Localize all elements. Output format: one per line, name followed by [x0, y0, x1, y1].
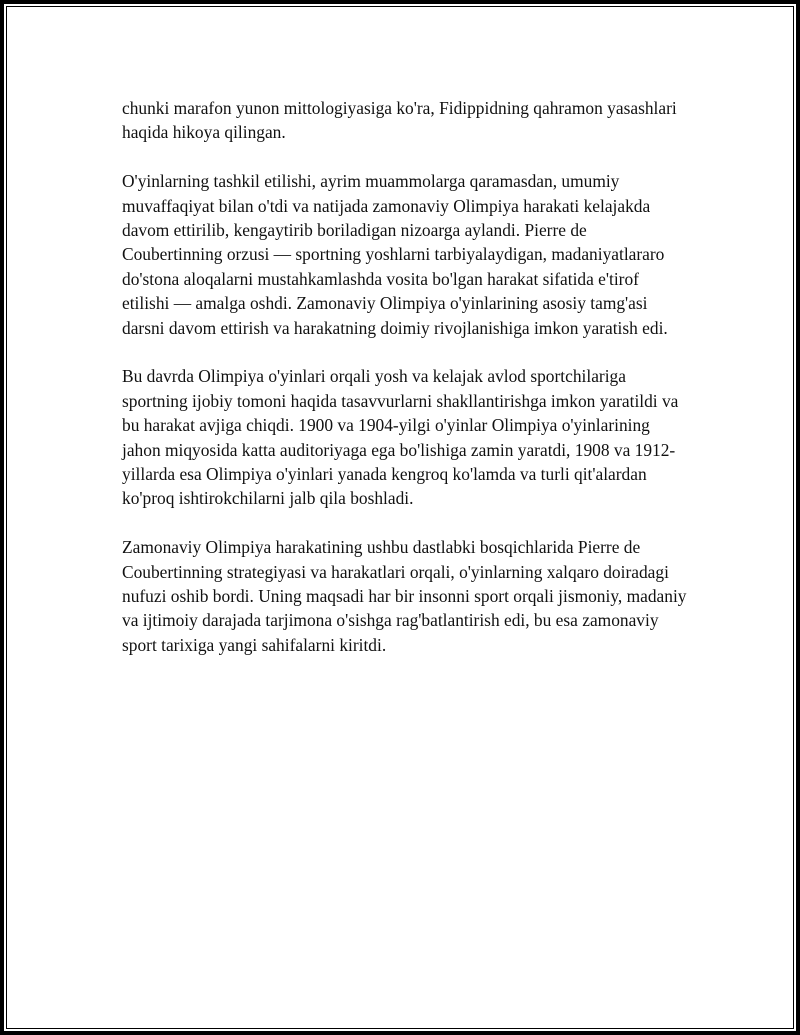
paragraph-3: Bu davrda Olimpiya o'yinlari orqali yosh va kelajak avlod sportchilariga sportning ijobiy tomoni haqida tasavvurlarni shakllantirishga imkon yaratildi va bu harakat avjiga chiqdi. 1900 va 1904-yilgi o'yinlar Olimpiya o'yinlarining jahon miqyosida katta auditoriyaga ega bo'lishiga zamin yaratdi, 1908 va 1912-yillarda esa Olimpiya o'yinlari yanada kengroq ko'lamda va turli qit'alardan ko'proq ishtirokchilarni jalb qila boshladi. [122, 366, 679, 509]
paragraph-1: chunki marafon yunon mittologiyasiga ko'ra, Fidippidning qahramon yasashlari haqida hikoya qilingan. [122, 98, 677, 143]
paragraph-2: O'yinlarning tashkil etilishi, ayrim muammolarga qaramasdan, umumiy muvaffaqiyat bilan o'tdi va natijada zamonaviy Olimpiya harakati kelajakda davom ettirilib, kengaytirib boriladigan nizoarga aylandi. Pierre de Coubertinning orzusi — sportning yoshlarni tarbiyalaydigan, madaniyatlararo do'stona aloqalarni mustahkamlashda vosita bo'lgan harakat sifatida e'tirof etilishi — amalga oshdi. Zamonaviy Olimpiya o'yinlarining asosiy tamg'asi darsni davom ettirish va harakatning doimiy rivojlanishiga imkon yaratish edi. [122, 171, 668, 338]
paragraph-4: Zamonaviy Olimpiya harakatining ushbu dastlabki bosqichlarida Pierre de Coubertinning strategiyasi va harakatlari orqali, o'yinlarning xalqaro doiradagi nufuzi oshib bordi. Uning maqsadi har bir insonni sport orqali jismoniy, madaniy va ijtimoiy darajada tarjimona o'sishga rag'batlantirish edi, bu esa zamonaviy sport tarixiga yangi sahifalarni kiritdi. [122, 537, 687, 655]
document-body [122, 96, 688, 682]
